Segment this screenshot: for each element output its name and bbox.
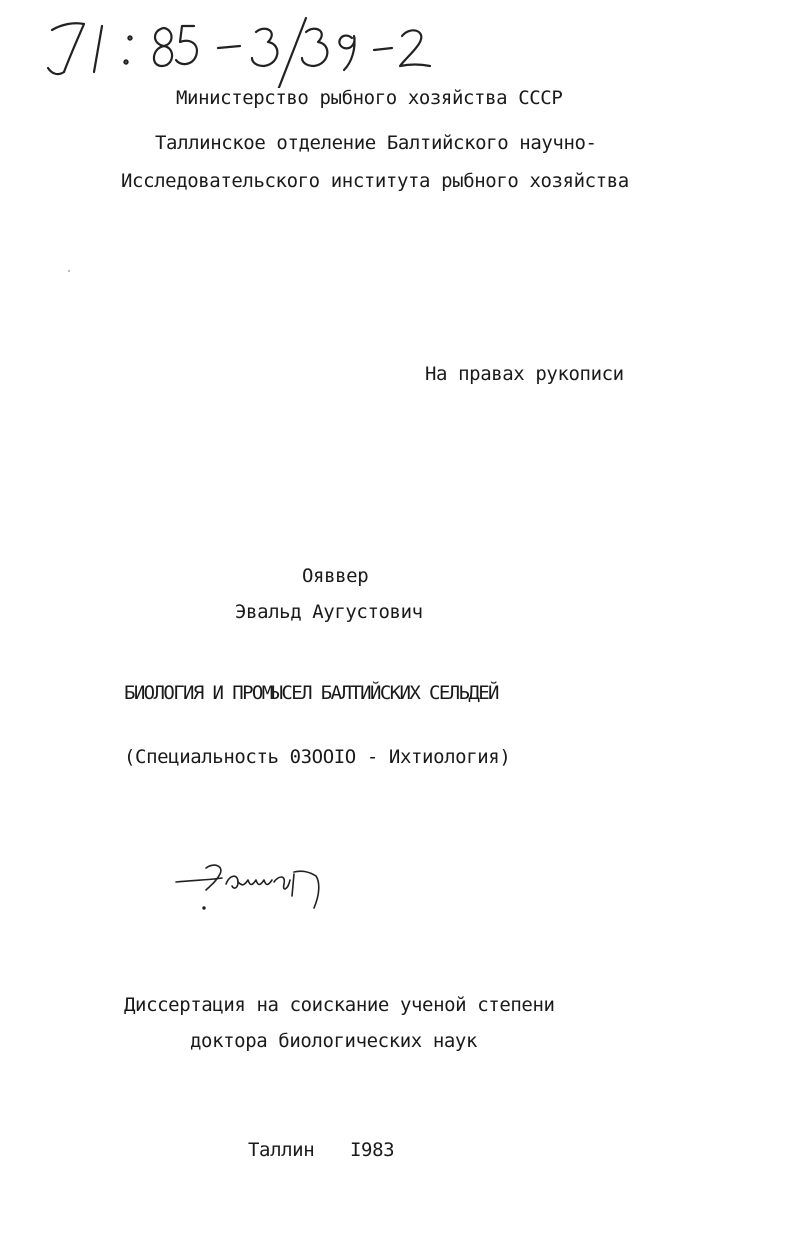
institute-line-1: Таллинское отделение Балтийского научно- [155, 132, 597, 154]
author-surname: Ояввер [302, 565, 369, 587]
handwritten-archive-code [44, 8, 444, 88]
footer-city: Таллин [248, 1139, 315, 1161]
degree-line-1: Диссертация на соискание ученой степени [124, 994, 555, 1016]
degree-line-2: доктора биологических наук [190, 1030, 478, 1052]
thesis-title: БИОЛОГИЯ И ПРОМЫСЕЛ БАЛТИЙСКИХ СЕЛЬДЕЙ [124, 682, 498, 704]
institute-line-2: Исследовательского института рыбного хозяйства [121, 170, 629, 192]
rights-note: На правах рукописи [425, 363, 624, 385]
author-given-names: Эвальд Аугустович [235, 601, 423, 623]
footer-year: I983 [350, 1139, 395, 1161]
ministry-line: Министерство рыбного хозяйства СССР [176, 87, 563, 109]
thesis-specialty: (Специальность 03ООIO - Ихтиология) [124, 746, 511, 768]
scan-speck [68, 270, 70, 272]
handwritten-signature [170, 850, 350, 920]
